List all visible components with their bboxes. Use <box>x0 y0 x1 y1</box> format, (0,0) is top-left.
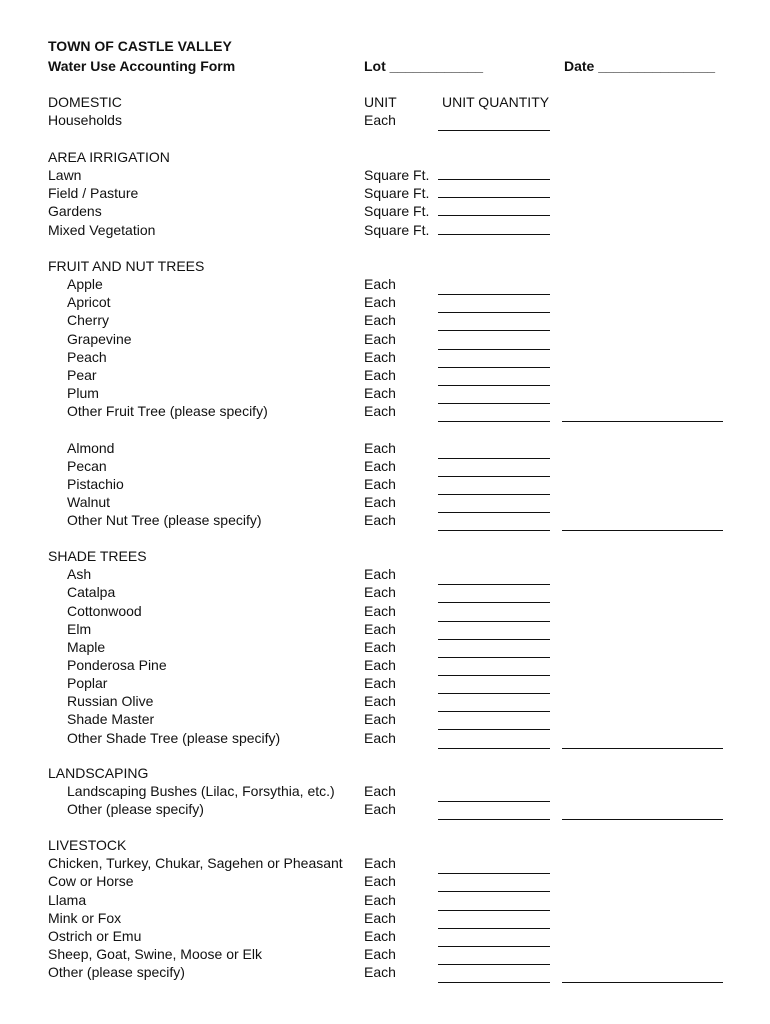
item-unit: Each <box>364 493 396 510</box>
item-label: Field / Pasture <box>48 185 139 202</box>
section-title: AREA IRRIGATION <box>48 149 170 165</box>
item-label: Ostrich or Emu <box>48 927 142 944</box>
specify-input[interactable] <box>562 819 723 820</box>
unit-quantity-input[interactable] <box>438 421 550 422</box>
unit-quantity-input[interactable] <box>438 657 550 658</box>
item-label: Cherry <box>67 312 110 329</box>
specify-input[interactable] <box>562 748 723 749</box>
unit-quantity-input[interactable] <box>438 748 550 749</box>
item-unit: Each <box>364 475 396 492</box>
item-label: Catalpa <box>67 584 116 601</box>
item-unit: Each <box>364 638 396 655</box>
specify-input[interactable] <box>562 530 723 531</box>
item-label: Maple <box>67 638 106 655</box>
item-unit: Each <box>364 602 396 619</box>
item-label: Landscaping Bushes (Lilac, Forsythia, etc.) <box>67 783 335 800</box>
unit-quantity-input[interactable] <box>438 675 550 676</box>
unit-quantity-input[interactable] <box>438 130 550 131</box>
item-label: Apricot <box>67 294 111 311</box>
item-label: Shade Master <box>67 711 155 728</box>
item-unit: Each <box>364 584 396 601</box>
item-label: Apple <box>67 276 103 293</box>
item-label: Plum <box>67 385 99 401</box>
item-label: Other Nut Tree (please specify) <box>67 512 262 529</box>
item-label: Poplar <box>67 675 108 691</box>
lot-field[interactable]: Lot ____________ <box>364 58 484 74</box>
unit-quantity-input[interactable] <box>438 602 550 603</box>
item-label: Other Fruit Tree (please specify) <box>67 403 268 420</box>
unit-quantity-input[interactable] <box>438 349 550 350</box>
item-unit: Square Ft. <box>364 167 430 184</box>
item-unit: Each <box>364 566 396 583</box>
item-label: Walnut <box>67 493 111 510</box>
item-label: Pecan <box>67 457 107 474</box>
item-unit: Each <box>364 891 396 908</box>
item-unit: Each <box>364 783 396 800</box>
section-title: DOMESTIC <box>48 94 122 110</box>
item-label: Households <box>48 112 122 129</box>
item-label: Peach <box>67 348 107 365</box>
unit-column-header: UNIT <box>364 94 397 110</box>
section-title: LANDSCAPING <box>48 765 149 781</box>
unit-quantity-input[interactable] <box>438 711 550 712</box>
item-label: Sheep, Goat, Swine, Moose or Elk <box>48 945 262 962</box>
unit-quantity-input[interactable] <box>438 964 550 965</box>
unit-quantity-input[interactable] <box>438 476 550 477</box>
item-unit: Each <box>364 512 396 529</box>
item-unit: Each <box>364 855 396 872</box>
unit-quantity-input[interactable] <box>438 729 550 730</box>
unit-quantity-input[interactable] <box>438 512 550 513</box>
unit-quantity-input[interactable] <box>438 910 550 911</box>
unit-quantity-input[interactable] <box>438 873 550 874</box>
unit-quantity-input[interactable] <box>438 494 550 495</box>
item-label: Almond <box>67 439 115 456</box>
item-unit: Each <box>364 366 396 383</box>
unit-quantity-input[interactable] <box>438 639 550 640</box>
unit-quantity-input[interactable] <box>438 801 550 802</box>
specify-input[interactable] <box>562 421 723 422</box>
unit-quantity-column-header: UNIT QUANTITY <box>442 94 550 110</box>
date-field[interactable]: Date _______________ <box>564 58 716 74</box>
item-unit: Each <box>364 801 396 818</box>
item-label: Ash <box>67 566 92 583</box>
item-label: Russian Olive <box>67 693 154 710</box>
item-unit: Each <box>364 112 396 129</box>
item-unit: Each <box>364 656 396 673</box>
item-unit: Each <box>364 312 396 329</box>
unit-quantity-input[interactable] <box>438 819 550 820</box>
item-unit: Each <box>364 457 396 474</box>
unit-quantity-input[interactable] <box>438 982 550 983</box>
item-unit: Each <box>364 927 396 944</box>
section-title: LIVESTOCK <box>48 837 127 853</box>
unit-quantity-input[interactable] <box>438 215 550 216</box>
unit-quantity-input[interactable] <box>438 530 550 531</box>
item-label: Llama <box>48 891 87 908</box>
item-label: Other (please specify) <box>48 964 185 980</box>
item-label: Other (please specify) <box>67 801 204 818</box>
unit-quantity-input[interactable] <box>438 367 550 368</box>
item-unit: Each <box>364 403 396 420</box>
item-unit: Each <box>364 909 396 926</box>
item-unit: Each <box>364 964 396 980</box>
item-label: Lawn <box>48 167 82 184</box>
item-label: Grapevine <box>67 330 132 347</box>
item-unit: Square Ft. <box>364 185 430 202</box>
unit-quantity-input[interactable] <box>438 385 550 386</box>
section-title: SHADE TREES <box>48 548 147 564</box>
item-unit: Each <box>364 294 396 311</box>
item-unit: Square Ft. <box>364 221 430 238</box>
unit-quantity-input[interactable] <box>438 179 550 180</box>
item-unit: Each <box>364 439 396 456</box>
unit-quantity-input[interactable] <box>438 403 550 404</box>
unit-quantity-input[interactable] <box>438 294 550 295</box>
item-unit: Each <box>364 693 396 710</box>
item-label: Mink or Fox <box>48 909 122 926</box>
item-unit: Each <box>364 385 396 401</box>
form-title: Water Use Accounting Form <box>48 58 236 74</box>
item-unit: Square Ft. <box>364 203 430 220</box>
unit-quantity-input[interactable] <box>438 928 550 929</box>
item-unit: Each <box>364 675 396 691</box>
unit-quantity-input[interactable] <box>438 312 550 313</box>
item-unit: Each <box>364 729 396 746</box>
item-unit: Each <box>364 620 396 637</box>
item-label: Cow or Horse <box>48 873 134 890</box>
item-unit: Each <box>364 711 396 728</box>
item-label: Gardens <box>48 203 102 220</box>
item-unit: Each <box>364 330 396 347</box>
item-label: Other Shade Tree (please specify) <box>67 729 281 746</box>
unit-quantity-input[interactable] <box>438 330 550 331</box>
item-unit: Each <box>364 873 396 890</box>
item-unit: Each <box>364 276 396 293</box>
section-title: FRUIT AND NUT TREES <box>48 258 205 274</box>
item-label: Elm <box>67 620 92 637</box>
item-label: Chicken, Turkey, Chukar, Sagehen or Pheasant <box>48 855 343 872</box>
specify-input[interactable] <box>562 982 723 983</box>
unit-quantity-input[interactable] <box>438 621 550 622</box>
org-name: TOWN OF CASTLE VALLEY <box>48 38 232 54</box>
unit-quantity-input[interactable] <box>438 946 550 947</box>
item-unit: Each <box>364 348 396 365</box>
item-unit: Each <box>364 945 396 962</box>
unit-quantity-input[interactable] <box>438 458 550 459</box>
item-label: Ponderosa Pine <box>67 656 167 673</box>
item-label: Mixed Vegetation <box>48 221 156 238</box>
unit-quantity-input[interactable] <box>438 584 550 585</box>
unit-quantity-input[interactable] <box>438 234 550 235</box>
item-label: Pear <box>67 366 97 383</box>
unit-quantity-input[interactable] <box>438 197 550 198</box>
unit-quantity-input[interactable] <box>438 693 550 694</box>
item-label: Cottonwood <box>67 602 142 619</box>
item-label: Pistachio <box>67 475 124 492</box>
unit-quantity-input[interactable] <box>438 891 550 892</box>
